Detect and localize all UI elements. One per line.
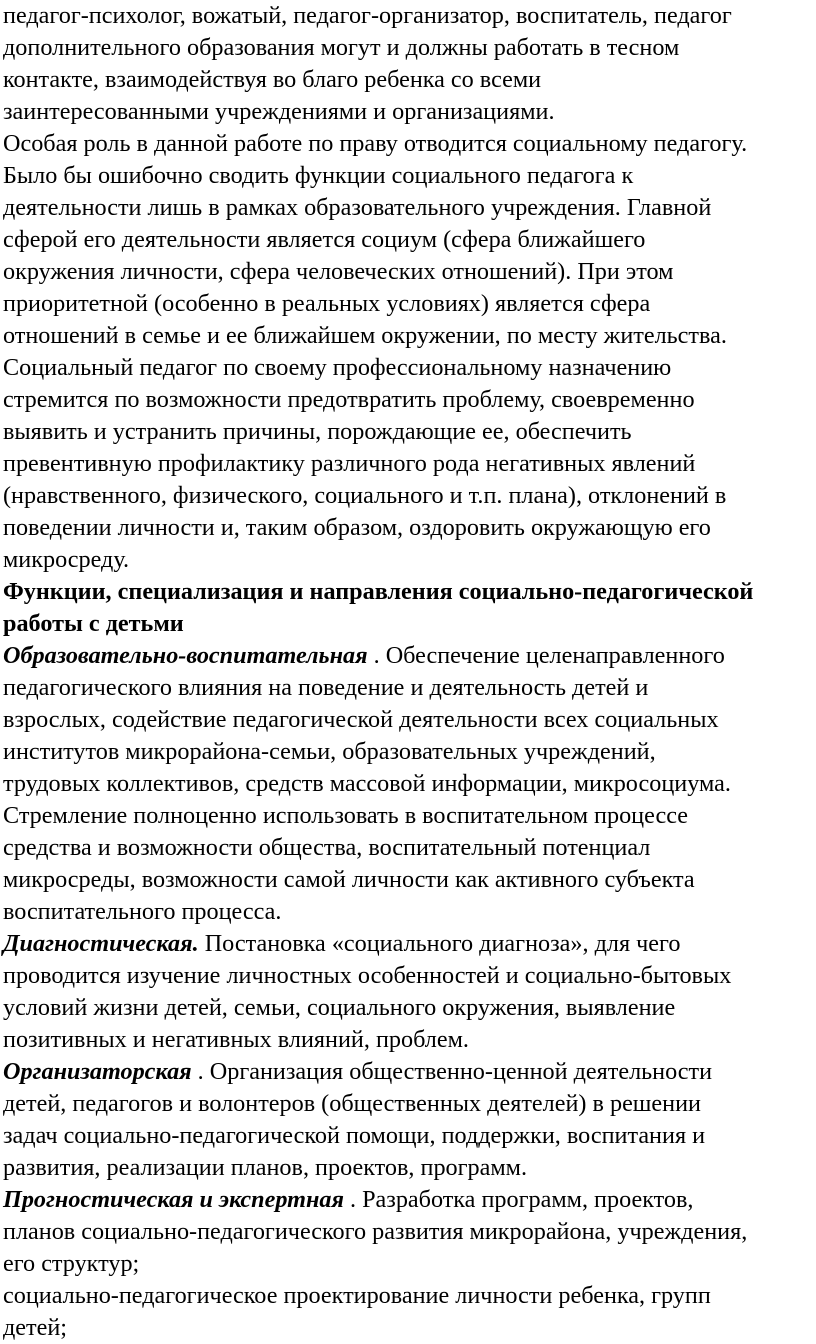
text-line: детей, педагогов и волонтеров (общественных деятелей) в решении bbox=[3, 1090, 701, 1117]
text-line: Социальный педагог по своему профессиональному назначению bbox=[3, 354, 672, 381]
function-description-start: . Обеспечение целенаправленного bbox=[367, 642, 725, 669]
section-heading bbox=[3, 576, 816, 640]
heading-line: работы с детьми bbox=[3, 610, 184, 637]
function-educational bbox=[3, 640, 816, 928]
text-line bbox=[3, 640, 816, 672]
function-term: Прогностическая и экспертная bbox=[3, 1186, 344, 1213]
text-line: превентивную профилактику различного рода негативных явлений bbox=[3, 450, 696, 477]
text-line: контакте, взаимодействуя во благо ребенка со всеми bbox=[3, 66, 542, 93]
text-line: институтов микрорайона-семьи, образовательных учреждений, bbox=[3, 738, 656, 765]
text-line: позитивных и негативных влияний, проблем. bbox=[3, 1026, 469, 1053]
text-line: детей; bbox=[3, 1314, 68, 1341]
text-line: микросреды, возможности самой личности как активного субъекта bbox=[3, 866, 695, 893]
function-description-start: Постановка «социального диагноза», для чего bbox=[198, 930, 681, 957]
text-line: средства и возможности общества, воспитательный потенциал bbox=[3, 834, 651, 861]
text-line: педагог-психолог, вожатый, педагог-организатор, воспитатель, педагог bbox=[3, 2, 732, 29]
function-diagnostic bbox=[3, 928, 816, 1056]
text-line: выявить и устранить причины, порождающие ее, обеспечить bbox=[3, 418, 632, 445]
text-line: Особая роль в данной работе по праву отводится социальному педагогу. bbox=[3, 130, 748, 157]
text-line bbox=[3, 1056, 816, 1088]
heading-line: Функции, специализация и направления социально-педагогической bbox=[3, 578, 754, 605]
function-prognostic-expert bbox=[3, 1184, 816, 1280]
text-line: его структур; bbox=[3, 1250, 140, 1277]
text-line: поведении личности и, таким образом, оздоровить окружающую его bbox=[3, 514, 711, 541]
text-line: приоритетной (особенно в реальных условиях) является сфера bbox=[3, 290, 651, 317]
paragraph-social-pedagogue-role bbox=[3, 128, 816, 352]
text-line: педагогического влияния на поведение и деятельность детей и bbox=[3, 674, 649, 701]
text-line: воспитательного процесса. bbox=[3, 898, 282, 925]
text-line bbox=[3, 1184, 816, 1216]
text-line: сферой его деятельности является социум (сфера ближайшего bbox=[3, 226, 646, 253]
text-line: социально-педагогическое проектирование личности ребенка, групп bbox=[3, 1282, 711, 1309]
text-line: проводится изучение личностных особенностей и социально-бытовых bbox=[3, 962, 732, 989]
text-line: трудовых коллективов, средств массовой информации, микросоциума. bbox=[3, 770, 731, 797]
text-line: деятельности лишь в рамках образовательного учреждения. Главной bbox=[3, 194, 712, 221]
paragraph-professional-purpose bbox=[3, 352, 816, 576]
function-term: Диагностическая. bbox=[3, 930, 199, 957]
text-line: планов социально-педагогического развития микрорайона, учреждения, bbox=[3, 1218, 748, 1245]
function-description-start: . Разработка программ, проектов, bbox=[343, 1186, 694, 1213]
text-line: Было бы ошибочно сводить функции социального педагога к bbox=[3, 162, 634, 189]
text-line: отношений в семье и ее ближайшем окружении, по месту жительства. bbox=[3, 322, 727, 349]
paragraph-specialists-cooperation bbox=[3, 0, 816, 128]
paragraph-personality-design bbox=[3, 1280, 816, 1344]
function-term: Организаторская bbox=[3, 1058, 192, 1085]
text-line: условий жизни детей, семьи, социального окружения, выявление bbox=[3, 994, 676, 1021]
text-line: микросреду. bbox=[3, 546, 130, 573]
text-line: стремится по возможности предотвратить проблему, своевременно bbox=[3, 386, 695, 413]
text-line: взрослых, содействие педагогической деятельности всех социальных bbox=[3, 706, 719, 733]
function-term: Образовательно-воспитательная bbox=[3, 642, 368, 669]
text-line: заинтересованными учреждениями и организациями. bbox=[3, 98, 555, 125]
text-line: (нравственного, физического, социального и т.п. плана), отклонений в bbox=[3, 482, 727, 509]
function-organizational bbox=[3, 1056, 816, 1184]
text-line bbox=[3, 928, 816, 960]
text-line: задач социально-педагогической помощи, поддержки, воспитания и bbox=[3, 1122, 706, 1149]
text-line: развития, реализации планов, проектов, программ. bbox=[3, 1154, 528, 1181]
text-line: дополнительного образования могут и должны работать в тесном bbox=[3, 34, 680, 61]
text-line: окружения личности, сфера человеческих отношений). При этом bbox=[3, 258, 674, 285]
text-line: Стремление полноценно использовать в воспитательном процессе bbox=[3, 802, 688, 829]
function-description-start: . Организация общественно-ценной деятельности bbox=[191, 1058, 713, 1085]
